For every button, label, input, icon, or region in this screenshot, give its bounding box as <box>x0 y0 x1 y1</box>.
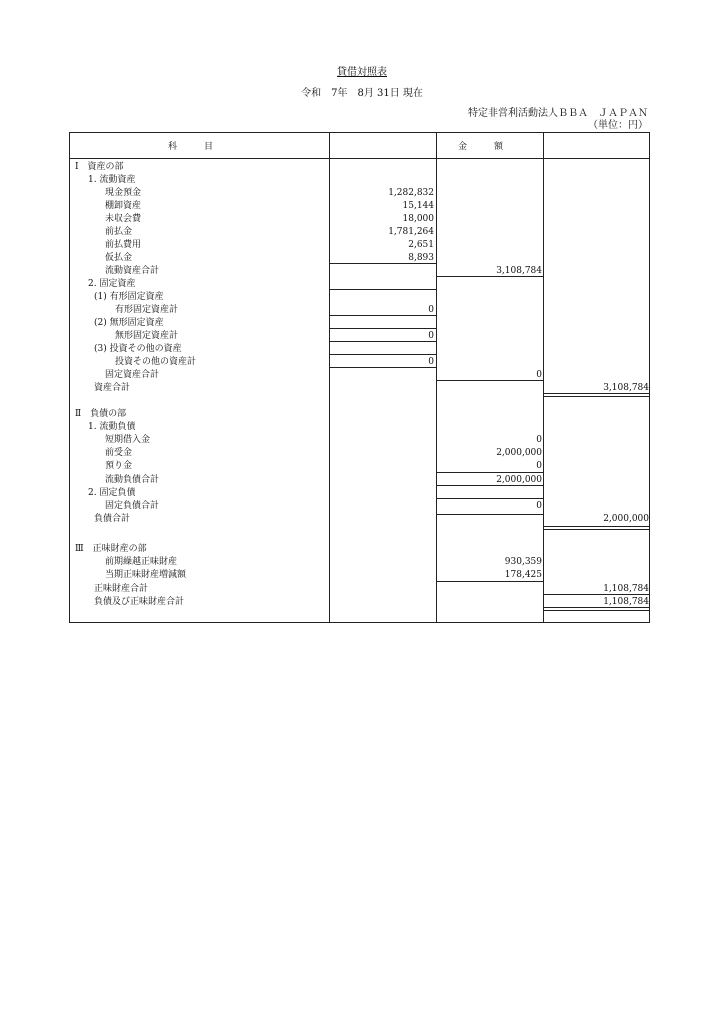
subtotal-rule <box>543 594 650 595</box>
asset-item-label: 前払金 <box>105 227 133 237</box>
total-double-rule <box>543 607 650 611</box>
header-divider <box>69 158 650 159</box>
liability-item-label: 前受金 <box>105 448 133 458</box>
current-assets-total-value: 3,108,784 <box>496 266 542 276</box>
current-liabilities-heading: 1. 流動負債 <box>88 422 136 432</box>
column-divider-amount-2 <box>543 132 544 623</box>
currency-unit: （単位：円） <box>588 120 648 131</box>
liability-item-value: 0 <box>536 461 542 471</box>
tangible-assets-total-value: 0 <box>428 305 434 315</box>
subtotal-rule <box>329 341 436 342</box>
current-liabilities-total-value: 2,000,000 <box>496 475 542 485</box>
net-assets-total-label: 正味財産合計 <box>94 584 149 594</box>
liability-item-label: 預り金 <box>105 461 133 471</box>
subtotal-rule <box>436 485 543 486</box>
asset-item-value: 8,893 <box>408 253 434 263</box>
assets-total-value: 3,108,784 <box>603 383 649 393</box>
liability-item-label: 短期借入金 <box>105 435 151 445</box>
subtotal-rule <box>329 354 436 355</box>
asset-item-value: 15,144 <box>402 201 434 211</box>
asset-item-label: 未収会費 <box>105 214 142 224</box>
asset-item-value: 1,282,832 <box>388 188 434 198</box>
section-liabilities: Ⅱ 負債の部 <box>75 409 127 419</box>
total-double-rule <box>543 393 650 397</box>
column-header-amount: 金 額 <box>458 142 504 152</box>
subtotal-rule <box>329 263 436 264</box>
asset-item-value: 18,000 <box>402 214 434 224</box>
current-assets-heading: 1. 流動資産 <box>88 175 136 185</box>
fixed-assets-total-label: 固定資産合計 <box>105 370 160 380</box>
fixed-assets-heading: 2. 固定資産 <box>88 279 136 289</box>
net-assets-change-label: 当期正味財産増減額 <box>105 570 187 580</box>
current-assets-total-label: 流動資産合計 <box>105 266 160 276</box>
asset-item-value: 1,781,264 <box>388 227 434 237</box>
tangible-assets-heading: (1) 有形固定資産 <box>94 292 164 302</box>
fixed-assets-total-value: 0 <box>536 370 542 380</box>
asset-item-label: 仮払金 <box>105 253 133 263</box>
subtotal-rule <box>329 289 436 290</box>
current-liabilities-total-label: 流動負債合計 <box>105 475 160 485</box>
liability-item-value: 2,000,000 <box>496 448 542 458</box>
fixed-liabilities-heading: 2. 固定負債 <box>88 488 136 498</box>
column-header-subject: 科 目 <box>168 142 214 152</box>
intangible-assets-heading: (2) 無形固定資産 <box>94 318 164 328</box>
subtotal-rule <box>436 472 543 473</box>
grand-total-label: 負債及び正味財産合計 <box>94 597 185 607</box>
asset-item-label: 棚卸資産 <box>105 201 142 211</box>
subtotal-rule <box>329 367 436 368</box>
section-net-assets: Ⅲ 正味財産の部 <box>75 544 147 554</box>
prior-net-assets-label: 前期繰越正味財産 <box>105 557 178 567</box>
net-assets-total-value: 1,108,784 <box>603 584 649 594</box>
asset-item-label: 現金預金 <box>105 188 142 198</box>
subtotal-rule <box>436 514 543 515</box>
assets-total-label: 資産合計 <box>94 383 131 393</box>
tangible-assets-total-label: 有形固定資産計 <box>115 305 179 315</box>
fixed-liabilities-total-value: 0 <box>536 501 542 511</box>
fixed-liabilities-total-label: 固定負債合計 <box>105 501 160 511</box>
document-title-text: 貸借対照表 <box>337 67 387 78</box>
liabilities-total-value: 2,000,000 <box>603 514 649 524</box>
asset-item-value: 2,651 <box>408 240 434 250</box>
subtotal-rule <box>329 315 436 316</box>
subtotal-rule <box>436 498 543 499</box>
prior-net-assets-value: 930,359 <box>504 557 542 567</box>
subtotal-rule <box>329 328 436 329</box>
column-divider-subject <box>329 132 330 623</box>
investment-assets-heading: (3) 投資その他の資産 <box>94 344 182 354</box>
intangible-assets-total-value: 0 <box>428 331 434 341</box>
report-date: 令和 7年 8月 31日 現在 <box>301 88 423 99</box>
subtotal-rule <box>436 380 543 381</box>
net-assets-change-value: 178,425 <box>504 570 542 580</box>
investment-assets-total-value: 0 <box>428 357 434 367</box>
subtotal-rule <box>436 581 543 582</box>
asset-item-label: 前払費用 <box>105 240 142 250</box>
total-double-rule <box>543 526 650 530</box>
liabilities-total-label: 負債合計 <box>94 514 131 524</box>
section-assets: Ⅰ 資産の部 <box>75 162 124 172</box>
grand-total-value: 1,108,784 <box>603 597 649 607</box>
column-divider-amount-1 <box>436 132 437 623</box>
subtotal-rule <box>436 276 543 277</box>
organization-name: 特定非営利活動法人ＢＢＡ ＪＡＰＡＮ <box>468 108 648 119</box>
investment-assets-total-label: 投資その他の資産計 <box>115 357 197 367</box>
intangible-assets-total-label: 無形固定資産計 <box>115 331 179 341</box>
liability-item-value: 0 <box>536 435 542 445</box>
document-title <box>0 67 724 79</box>
